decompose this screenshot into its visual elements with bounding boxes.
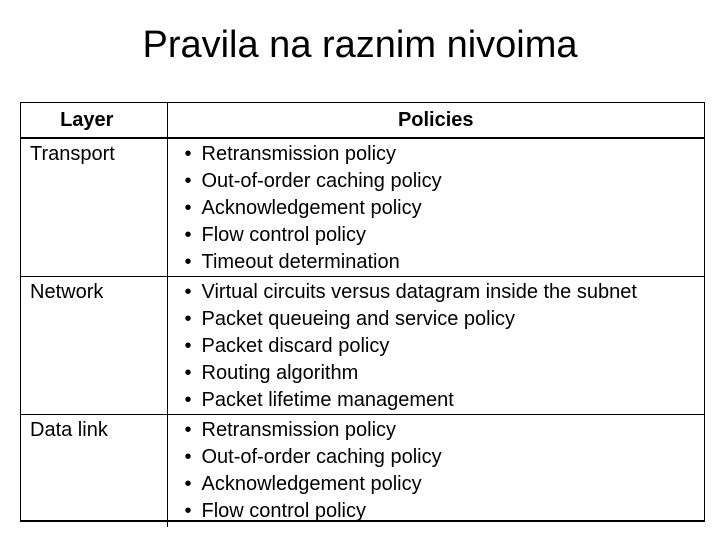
list-item xyxy=(185,141,705,168)
bullet-icon: • xyxy=(184,308,192,330)
policy-text: Retransmission policy xyxy=(201,143,397,165)
policy-text: Flow control policy xyxy=(201,500,367,522)
bullet-icon: • xyxy=(184,473,192,495)
table-header-row xyxy=(21,103,704,138)
bullet-icon: • xyxy=(184,335,192,357)
bullet-icon: • xyxy=(184,170,192,192)
bullet-icon: • xyxy=(184,500,192,522)
list-item xyxy=(185,279,705,306)
bullet-icon: • xyxy=(184,389,192,411)
bullet-icon: • xyxy=(184,446,192,468)
list-item xyxy=(185,249,705,276)
policy-text: Packet discard policy xyxy=(201,335,390,357)
policy-text: Virtual circuits versus datagram inside the subnet xyxy=(201,281,637,303)
table-row xyxy=(21,138,704,277)
list-item xyxy=(185,333,705,360)
policies-cell-data-link xyxy=(167,415,704,528)
layer-name-network: Network xyxy=(21,277,167,415)
list-item xyxy=(185,195,705,222)
slide-title: Pravila na raznim nivoima xyxy=(142,24,578,66)
bullet-icon: • xyxy=(184,419,192,441)
policies-column-header: Policies xyxy=(167,103,704,138)
policy-text: Acknowledgement policy xyxy=(201,473,422,495)
bullet-icon: • xyxy=(184,143,192,165)
policy-list xyxy=(185,279,705,414)
policies-cell-transport xyxy=(167,138,704,277)
policies-cell-network xyxy=(167,277,704,415)
bullet-icon: • xyxy=(184,197,192,219)
bullet-icon: • xyxy=(184,251,192,273)
layer-column-header: Layer xyxy=(21,103,167,138)
policy-text: Routing algorithm xyxy=(201,362,359,384)
policy-text: Packet lifetime management xyxy=(201,389,454,411)
policy-text: Out-of-order caching policy xyxy=(201,170,442,192)
table-row xyxy=(21,277,704,415)
list-item xyxy=(185,222,705,249)
list-item xyxy=(185,168,705,195)
policy-text: Retransmission policy xyxy=(201,419,397,441)
list-item xyxy=(185,387,705,414)
list-item xyxy=(185,417,705,444)
policies-table xyxy=(20,102,705,522)
list-item xyxy=(185,360,705,387)
policy-list xyxy=(185,417,705,525)
table-row xyxy=(21,415,704,528)
bullet-icon: • xyxy=(184,362,192,384)
list-item xyxy=(185,444,705,471)
layer-name-data-link: Data link xyxy=(21,415,167,528)
bullet-icon: • xyxy=(184,281,192,303)
list-item xyxy=(185,306,705,333)
bullet-icon: • xyxy=(184,224,192,246)
layer-name-transport: Transport xyxy=(21,138,167,277)
policy-text: Out-of-order caching policy xyxy=(201,446,442,468)
policy-text: Flow control policy xyxy=(201,224,367,246)
list-item xyxy=(185,471,705,498)
policy-list xyxy=(185,141,705,276)
policy-text: Timeout determination xyxy=(201,251,400,273)
list-item xyxy=(185,498,705,525)
policies-table-grid xyxy=(21,103,704,527)
policy-text: Packet queueing and service policy xyxy=(201,308,516,330)
policy-text: Acknowledgement policy xyxy=(201,197,422,219)
